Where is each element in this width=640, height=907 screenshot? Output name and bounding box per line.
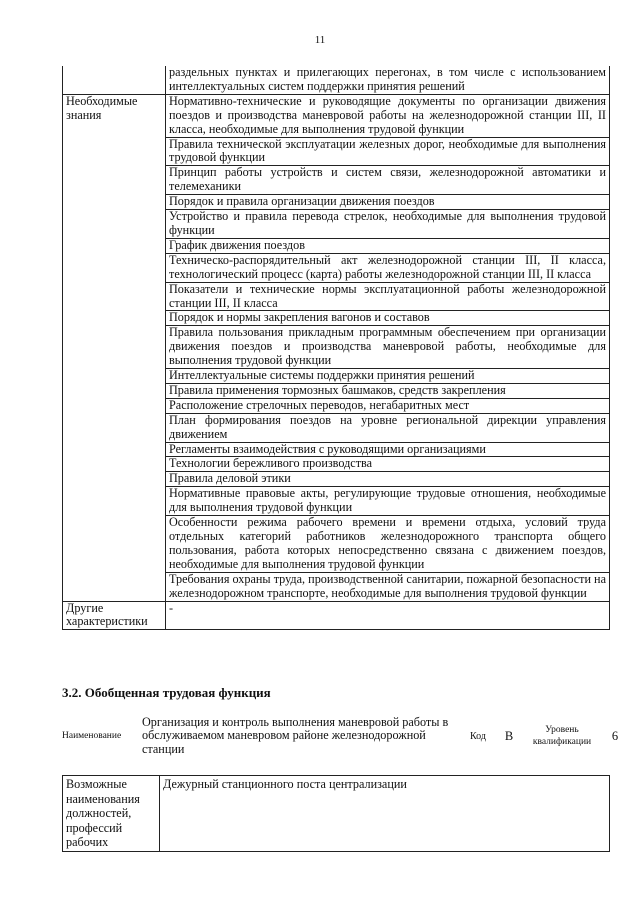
- continuation-text: раздельных пунктах и прилегающих перегонах, в том числе с использованием интеллектуальных систем поддержки принятия решений: [166, 66, 610, 94]
- knowledge-item: Правила технической эксплуатации железных дорог, необходимые для выполнения трудовой функции: [166, 137, 610, 166]
- knowledge-item: Принцип работы устройств и систем связи, железнодорожной автоматики и телемеханики: [166, 166, 610, 195]
- other-row: [63, 601, 610, 630]
- knowledge-item: Требования охраны труда, производственной санитарии, пожарной безопасности на железнодорожном транспорте, необходимые для выполнения трудовой функции: [166, 572, 610, 601]
- knowledge-item: Техническо-распорядительный акт железнодорожной станции III, II класса, технологический процесс (карта) работы железнодорожной станции III, II класса: [166, 253, 610, 282]
- positions-table: [62, 775, 610, 852]
- qualification-level-value: 6: [611, 728, 619, 743]
- positions-value: Дежурный станционного поста централизации: [160, 776, 610, 852]
- knowledge-label: Необходимые знания: [63, 94, 166, 601]
- function-name-value: Организация и контроль выполнения маневровой работы в обслуживаемом маневровом районе железнодорожной станции: [142, 714, 449, 756]
- other-characteristics-label: Другие характеристики: [63, 601, 166, 630]
- continuation-row: [63, 66, 610, 94]
- code-label: Код: [470, 730, 486, 742]
- knowledge-item: График движения поездов: [166, 238, 610, 253]
- knowledge-row: [63, 94, 610, 137]
- knowledge-item: Правила пользования прикладным программным обеспечением при организации движения поездов и производства маневровой работы, необходимые для выполнения трудовой функции: [166, 326, 610, 369]
- section-title: 3.2. Обобщенная трудовая функция: [62, 685, 271, 700]
- knowledge-item: Нормативные правовые акты, регулирующие трудовые отношения, необходимые для выполнения трудовой функции: [166, 487, 610, 516]
- knowledge-item: Порядок и нормы закрепления вагонов и составов: [166, 311, 610, 326]
- knowledge-item: Правила применения тормозных башмаков, средств закрепления: [166, 383, 610, 398]
- knowledge-item: Технологии бережливого производства: [166, 457, 610, 472]
- knowledge-item: Расположение стрелочных переводов, негабаритных мест: [166, 398, 610, 413]
- positions-label: Возможные наименования должностей, профессий рабочих: [63, 776, 160, 852]
- qualification-level-label: Уровень квалификации: [532, 725, 592, 747]
- knowledge-item: План формирования поездов на уровне региональной дирекции управления движением: [166, 413, 610, 442]
- knowledge-item: Особенности режима рабочего времени и времени отдыха, условий труда отдельных категорий работников железнодорожного транспорта общего пользования, работа которых непосредственно связана с движением поездов, необходимые для выполнения трудовой функции: [166, 516, 610, 573]
- knowledge-item: Правила деловой этики: [166, 472, 610, 487]
- knowledge-item: Нормативно-технические и руководящие документы по организации движения поездов и производства маневровой работы на железнодорожной станции III, II класса, необходимые для выполнения трудовой функции: [166, 94, 610, 137]
- knowledge-item: Устройство и правила перевода стрелок, необходимые для выполнения трудовой функции: [166, 210, 610, 239]
- knowledge-item: Показатели и технические нормы эксплуатационной работы железнодорожной станции III, II класса: [166, 282, 610, 311]
- knowledge-item: Порядок и правила организации движения поездов: [166, 195, 610, 210]
- other-characteristics-value: -: [166, 601, 610, 630]
- continuation-label-cell: [63, 66, 166, 94]
- knowledge-table: [62, 66, 610, 630]
- code-value: B: [504, 728, 514, 743]
- page-number: 11: [314, 34, 326, 46]
- generalized-function-table: [62, 712, 624, 760]
- knowledge-item: Регламенты взаимодействия с руководящими организациями: [166, 442, 610, 457]
- knowledge-item: Интеллектуальные системы поддержки принятия решений: [166, 369, 610, 384]
- function-name-label: Наименование: [62, 731, 122, 741]
